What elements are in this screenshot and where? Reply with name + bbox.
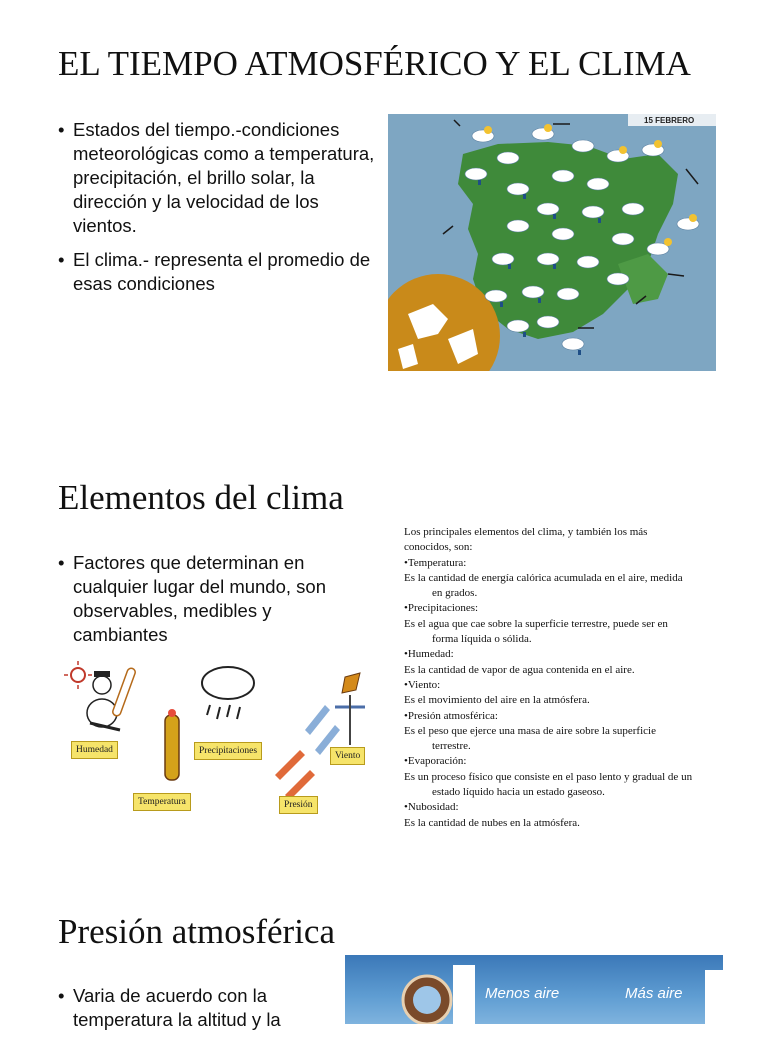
bullet-estados-tiempo: • Estados del tiempo.-condiciones meteorológicas como a temperatura, precipitación, el brillo solar, la dirección y la velocidad de los vientos. — [58, 118, 378, 238]
climate-text-line: Es el movimiento del aire en la atmósfera. — [404, 694, 590, 707]
climate-text-line: •Precipitaciones: — [404, 602, 479, 615]
climate-text-line: Es el peso que ejerce una masa de aire sobre la superficie — [404, 724, 656, 737]
climate-text-line: Es un proceso físico que consiste en el paso lento y gradual de un — [404, 770, 693, 783]
climate-text-line: •Nubosidad: — [404, 801, 459, 814]
climate-text-line: conocidos, son: — [404, 541, 473, 554]
section1-bullets — [58, 118, 378, 306]
climate-text-line: terrestre. — [432, 740, 471, 753]
title-presion-atmosferica: Presión atmosférica — [58, 912, 335, 951]
pressure-image — [345, 955, 723, 1024]
bullet-factores: • Factores que determinan en cualquier lugar del mundo, son observables, medibles y cambiantes — [58, 551, 368, 647]
label-viento: Viento — [330, 747, 365, 765]
label-temperatura: Temperatura — [133, 793, 191, 811]
climate-text-line: Es la cantidad de energía calórica acumulada en el aire, medida — [404, 571, 683, 584]
climate-text-line: •Presión atmosférica: — [404, 709, 498, 722]
climate-text-line: •Humedad: — [404, 648, 454, 661]
climate-text-line: Es la cantidad de vapor de agua contenida en el aire. — [404, 663, 635, 676]
climate-elements-text — [404, 525, 754, 831]
weather-map-image — [388, 114, 716, 371]
bullet-varia: • Varia de acuerdo con la temperatura la altitud y la — [58, 984, 328, 1032]
weather-map-graphic — [388, 114, 716, 371]
menos-aire-label: Menos aire — [485, 985, 560, 1002]
climate-text-line: Es la cantidad de nubes en la atmósfera. — [404, 816, 580, 829]
label-precipitaciones: Precipitaciones — [194, 742, 262, 760]
climate-text-line: Los principales elementos del clima, y también los más — [404, 526, 648, 538]
title-elementos-clima: Elementos del clima — [58, 478, 344, 517]
title-tiempo-clima: EL TIEMPO ATMOSFÉRICO Y EL CLIMA — [58, 44, 691, 83]
climate-text-line: •Evaporación: — [404, 755, 467, 768]
section3-bullets — [58, 984, 328, 1042]
section2-bullets — [58, 551, 368, 657]
climate-text-line: Es el agua que cae sobre la superficie terrestre, puede ser en — [404, 617, 668, 630]
label-humedad: Humedad — [71, 741, 118, 759]
label-presion: Presión — [279, 796, 318, 814]
climate-text-line: •Viento: — [404, 678, 441, 691]
climate-text-line: forma líquida o sólida. — [432, 633, 532, 646]
climate-text-line: estado líquido hacia un estado gaseoso. — [432, 786, 605, 799]
climate-text-line: •Temperatura: — [404, 556, 467, 569]
bullet-clima: • El clima.- representa el promedio de esas condiciones — [58, 248, 378, 296]
climate-text-line: en grados. — [432, 587, 478, 600]
map-date-label: 15 FEBRERO — [644, 116, 695, 125]
mas-aire-label: Más aire — [625, 985, 683, 1002]
